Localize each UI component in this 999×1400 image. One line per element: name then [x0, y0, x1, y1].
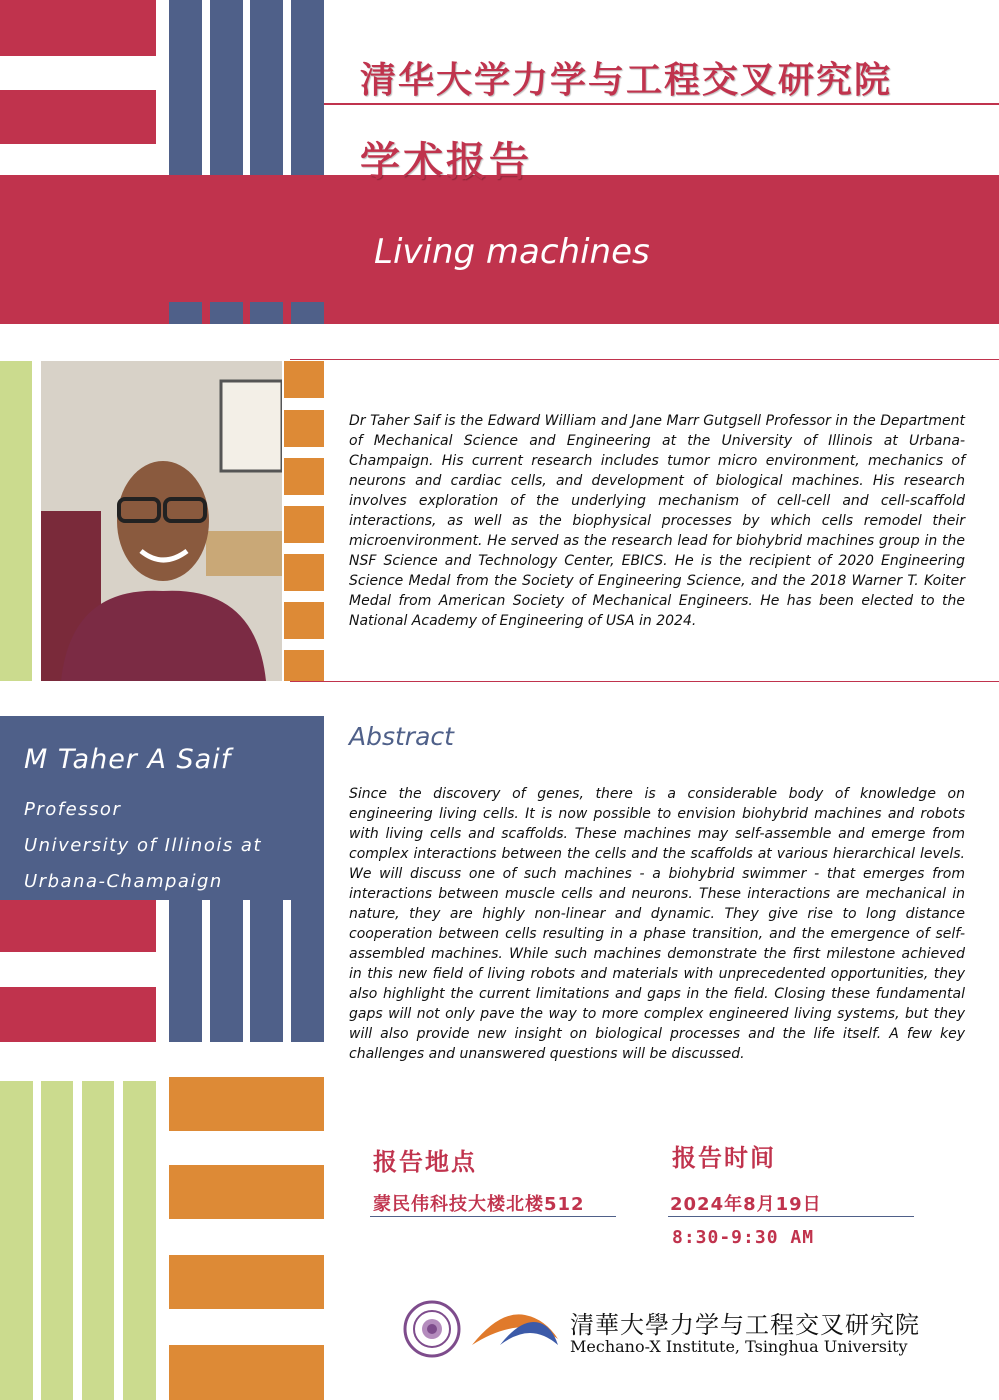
speaker-photo	[41, 361, 282, 681]
banner-blue-stripe	[210, 302, 243, 324]
deco-orange-tab	[284, 458, 324, 495]
deco-green-bar	[0, 361, 32, 681]
institute-logo-english: Mechano-X Institute, Tsinghua University	[570, 1337, 908, 1356]
speaker-affiliation-line1: University of Illinois at	[24, 835, 263, 856]
time-value: 8:30-9:30 AM	[672, 1227, 815, 1248]
institute-title: 清华大学力学与工程交叉研究院	[360, 60, 893, 101]
deco-orange-tab	[284, 410, 324, 447]
banner-blue-stripe	[291, 302, 324, 324]
deco-green-stripe	[0, 1081, 33, 1400]
tsinghua-seal-icon	[403, 1300, 461, 1358]
deco-orange-tab	[284, 602, 324, 639]
date-underline	[668, 1216, 914, 1217]
deco-white-stripe	[283, 900, 291, 1042]
deco-orange-block	[169, 1345, 324, 1400]
report-label: 学术报告	[360, 139, 532, 185]
speaker-title: Professor	[24, 799, 122, 820]
deco-red-bar	[0, 900, 156, 952]
location-underline	[370, 1216, 616, 1217]
deco-red-bar	[0, 987, 156, 1042]
institute-logo-text: 清華大學力学与工程交叉研究院	[570, 1311, 920, 1339]
deco-green-stripe	[82, 1081, 114, 1400]
speaker-affiliation-line2: Urbana-Champaign	[24, 871, 223, 892]
banner-blue-stripe	[169, 302, 202, 324]
deco-orange-tab	[284, 506, 324, 543]
deco-orange-tab	[284, 554, 324, 591]
deco-orange-block	[169, 1077, 324, 1131]
mountain-wave-logo-icon	[470, 1305, 560, 1349]
deco-white-stripe	[202, 900, 210, 1042]
speaker-bio: Dr Taher Saif is the Edward William and Jane Marr Gutgsell Professor in the Department of Mechanical Science and Engineering at the University of Illinois at Urbana-Champaign. His current research includes tumor micro environment, mechanics of neurons and cardiac cells, and development of biological machines. His research involves exploration of the underlying mechanism of cell-cell and cell-scaffold interactions, as well as the biophysical processes by which cells remodel their microenvironment. He served as the research lead for biohybrid machines group in the NSF Science and Technology Center, EBICS. He is the recipient of 2020 Engineering Science Medal from the Society of Engineering Science, and the 2018 Warner T. Koiter Medal from American Society of Mechanical Engineers. He has been elected to the National Academy of Engineering of USA in 2024.	[349, 413, 965, 629]
location-value: 蒙民伟科技大楼北楼512	[373, 1194, 585, 1215]
deco-orange-block	[169, 1165, 324, 1219]
deco-orange-tab	[284, 361, 324, 398]
abstract-text: Since the discovery of genes, there is a considerable body of knowledge on engineering living cells. It is now possible to envision biohybrid machines and robots with living cells and scaffolds. These machines may self-assemble and emerge from complex interactions between the cells and the scaffolds at various hierarchical levels. We will discuss one of such machines - a biohybrid swimmer - that emerges from interactions between muscle cells and neurons. These interactions are mechanical in nature, they are highly non-linear and dynamic. They give rise to long distance cooperation between cells resulting in a phase transition, and the emergence of self-assembled machines. While such machines demonstrate the first milestone achieved in this new field of living robots and materials with unprecedented opportunities, they also highlight the current limitations and gaps in the field. Closing these fundamental gaps will not only pave the way to more complex engineered living systems, but they will also provide new insight on biological processes and the life itself. A few key challenges and unanswered questions will be discussed.	[349, 786, 965, 1062]
deco-red-bar	[0, 90, 156, 144]
deco-green-stripe	[41, 1081, 73, 1400]
bio-top-rule	[290, 359, 999, 360]
deco-red-bar	[0, 0, 156, 56]
bio-bottom-rule	[290, 681, 999, 682]
time-label: 报告时间	[672, 1144, 776, 1172]
deco-orange-tab	[284, 650, 324, 681]
date-value: 2024年8月19日	[670, 1194, 822, 1215]
talk-title: Living machines	[374, 232, 650, 272]
deco-orange-block	[169, 1255, 324, 1309]
banner-blue-stripe	[250, 302, 283, 324]
deco-white-band	[0, 952, 156, 987]
deco-green-stripe	[123, 1081, 156, 1400]
location-label: 报告地点	[373, 1148, 477, 1176]
speaker-portrait-illustration	[41, 361, 282, 681]
abstract-heading: Abstract	[349, 722, 454, 751]
header-rule	[324, 103, 999, 105]
deco-white-stripe	[156, 900, 169, 1042]
deco-white-stripe	[243, 900, 250, 1042]
speaker-name: M Taher A Saif	[24, 744, 232, 775]
